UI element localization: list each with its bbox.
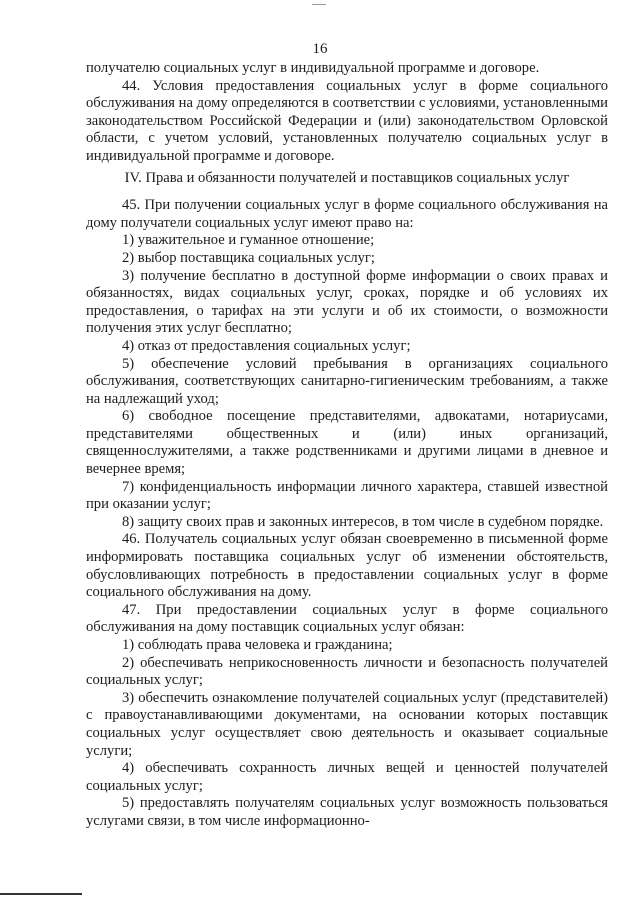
paragraph-45: 45. При получении социальных услуг в форме социального обслуживания на дому получатели социальных услуг имеют право на: [86, 197, 608, 231]
paragraph-44: 44. Условия предоставления социальных услуг в форме социального обслуживания на дому определяются в соответствии с условиями, установленными законодательством Российской Федерации и (или) законодательством Орловской области, с учетом условий, установленных получателю социальных услуг в индивидуальной программе и договоре. [86, 77, 608, 164]
page-number: 16 [312, 41, 328, 57]
list-item-45-6: 6) свободное посещение представителями, адвокатами, нотариусами, представителями общественных и (или) иных организаций, священнослужителями, а также родственниками и другими лицами в дневное и вечернее время; [86, 408, 608, 478]
scan-mark [312, 4, 326, 5]
list-item-45-5: 5) обеспечение условий пребывания в организациях социального обслуживания, соответствующих санитарно-гигиеническим требованиям, а также на надлежащий уход; [86, 355, 608, 407]
list-item-45-4: 4) отказ от предоставления социальных услуг; [122, 337, 411, 354]
list-item-45-2: 2) выбор поставщика социальных услуг; [122, 249, 375, 266]
list-item-47-3: 3) обеспечить ознакомление получателей социальных услуг (представителей) с правоустанавливающими документами, на основании которых поставщик социальных услуг осуществляет свою деятельность и оказывает социальные услуги; [86, 689, 608, 759]
paragraph-continuation: получателю социальных услуг в индивидуальной программе и договоре. [86, 60, 540, 76]
footnote-rule [0, 893, 82, 895]
paragraph-47: 47. При предоставлении социальных услуг в форме социального обслуживания на дому поставщик социальных услуг обязан: [86, 601, 608, 636]
list-item-45-3: 3) получение бесплатно в доступной форме информации о своих правах и обязанностях, видах социальных услуг, сроках, порядке и об условиях их предоставления, о тарифах на эти услуги и об их стоимости, о возможности получения этих услуг бесплатно; [86, 267, 608, 337]
list-item-47-5: 5) предоставлять получателям социальных услуг возможность пользоваться услугами связи, в том числе информационно- [86, 795, 608, 829]
section-heading: IV. Права и обязанности получателей и поставщиков социальных услуг [124, 169, 570, 186]
document-body [86, 60, 608, 831]
list-item-45-7: 7) конфиденциальность информации личного характера, ставшей известной при оказании услуг; [86, 478, 608, 513]
list-item-47-4: 4) обеспечивать сохранность личных вещей и ценностей получателей социальных услуг; [86, 760, 608, 794]
list-item-47-2: 2) обеспечивать неприкосновенность личности и безопасность получателей социальных услуг; [86, 654, 608, 689]
paragraph-46: 46. Получатель социальных услуг обязан своевременно в письменной форме информировать поставщика социальных услуг об изменении обстоятельств, обусловливающих потребность в предоставлении социальных услуг в форме социального обслуживания на дому. [86, 531, 608, 601]
list-item-47-1: 1) соблюдать права человека и гражданина; [122, 637, 393, 653]
list-item-45-1: 1) уважительное и гуманное отношение; [122, 232, 375, 249]
list-item-45-8: 8) защиту своих прав и законных интересов, в том числе в судебном порядке. [122, 513, 604, 530]
